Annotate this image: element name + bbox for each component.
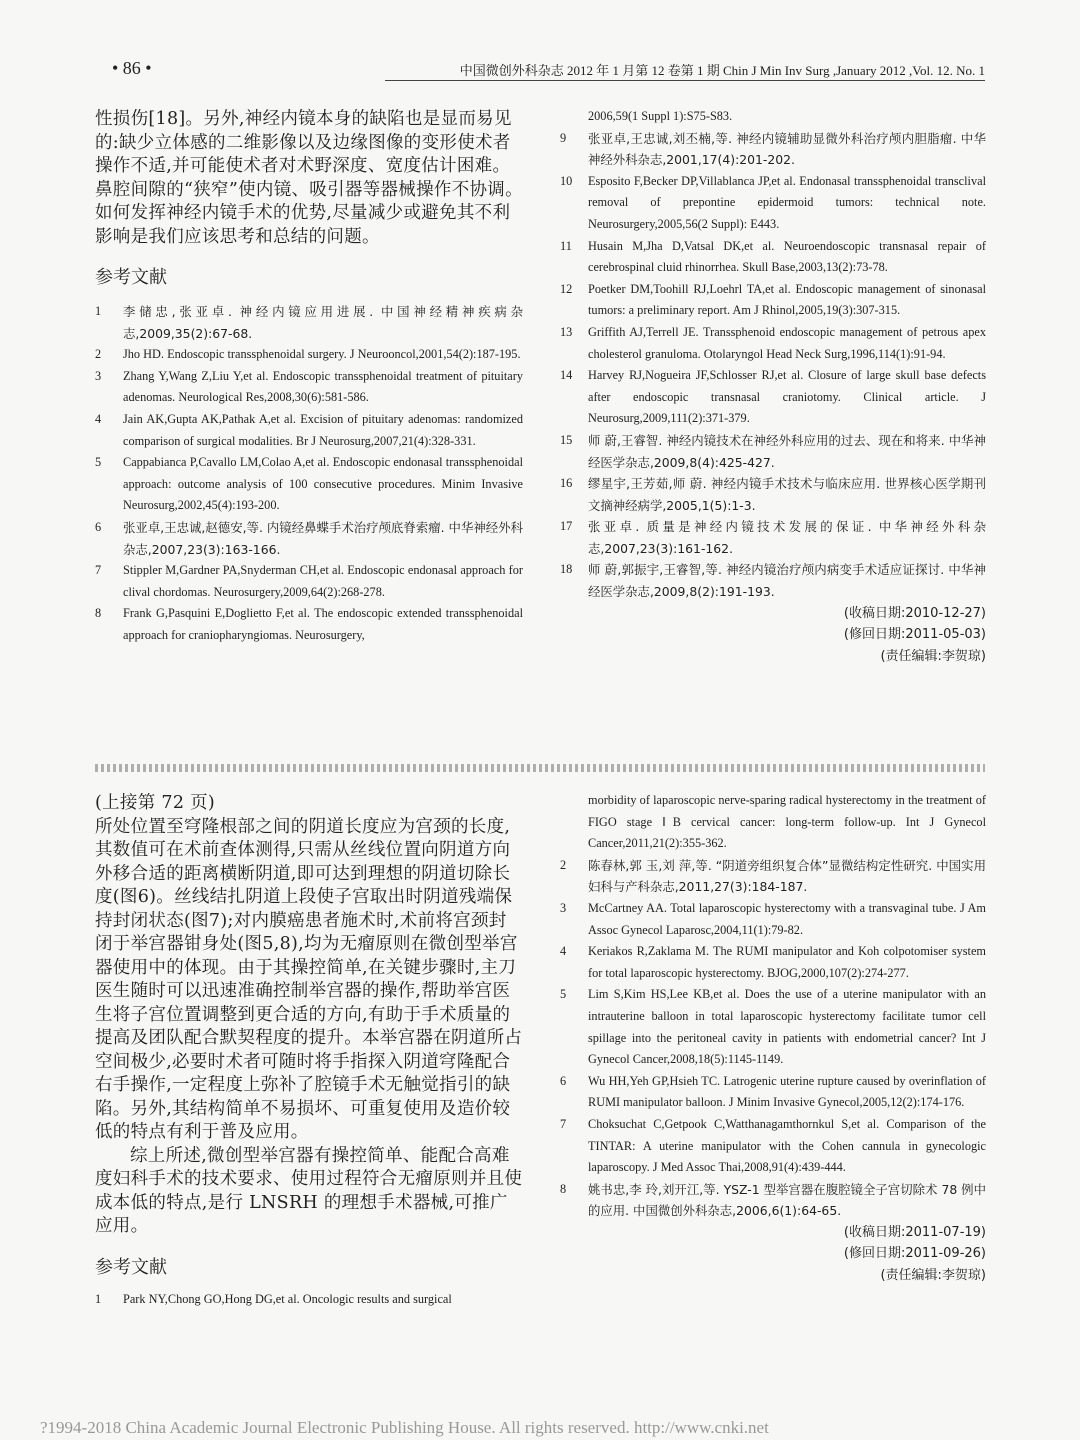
- reference-item: [560, 984, 986, 1070]
- reference-text: Choksuchat C,Getpook C,Watthanagamthornkul S,et al. Comparison of the TINTAR: A uterine manipulator with the Cohen cannula in gynecologic laparoscopy. J Med Assoc Thai,2008,91(4):439-444.: [588, 1116, 986, 1175]
- reference-text: 师 蔚,王睿智. 神经内镜技术在神经外科应用的过去、现在和将来. 中华神经医学杂志,2009,8(4):425-427.: [588, 432, 986, 470]
- reference-text: Keriakos R,Zaklama M. The RUMI manipulator and Koh colpotomiser system for total laparoscopic hysterectomy. BJOG,2000,107(2):274-277.: [588, 944, 986, 980]
- paragraph-text: 性损伤[18]。另外,神经内镜本身的缺陷也是显而易见的:缺少立体感的二维影像以及边缘图像的变形使术者操作不适,并可能使术者对术野深度、宽度估计困难。鼻腔间隙的“狭窄”使内镜、吸引器等器械操作不协调。如何发挥神经内镜手术的优势,尽量减少或避免其不利影响是我们应该思考和总结的问题。: [95, 109, 523, 247]
- reference-item: [560, 365, 986, 430]
- reference-text: Esposito F,Becker DP,Villablanca JP,et al. Endonasal transsphenoidal transclival removal of prepontine epidermoid tumors: technical note. Neurosurgery,2005,56(2 Suppl): E443.: [588, 173, 986, 231]
- reference-item: [560, 855, 986, 898]
- reference-number: 4: [560, 944, 567, 959]
- reference-text: 姚书忠,李 玲,刘开江,等. YSZ-1 型举宫器在腹腔镜全子宫切除术 78 例中的应用. 中国微创外科杂志,2006,6(1):64-65.: [588, 1181, 986, 1219]
- reference-text: Jho HD. Endoscopic transsphenoidal surgery. J Neurooncol,2001,54(2):187-195.: [123, 347, 521, 362]
- article-dates: [560, 1222, 986, 1287]
- reference-number: [560, 790, 588, 855]
- reference-list: [560, 106, 986, 603]
- reference-number: 11: [560, 238, 572, 253]
- reference-item: [95, 409, 523, 452]
- journal-running-title: 中国微创外科杂志 2012 年 1 月第 12 卷第 1 期 Chin J Min Inv Surg ,January 2012 ,Vol. 12. No. 1: [459, 63, 985, 78]
- reference-number: 6: [560, 1073, 567, 1088]
- reference-item: [560, 941, 986, 984]
- article-paragraph: [95, 108, 523, 249]
- reference-item: [560, 473, 986, 516]
- bottom-right-column: [560, 790, 986, 1287]
- reference-text: Wu HH,Yeh GP,Hsieh TC. Latrogenic uterine rupture caused by overinflation of RUMI manipulator balloon. J Minim Invasive Gynecol,2005,12(2):174-176.: [588, 1073, 986, 1110]
- article-dates: [560, 603, 986, 668]
- reference-item: [95, 452, 523, 517]
- editor-note: (责任编辑:李贺琼): [880, 648, 986, 664]
- page-number: • 86 •: [112, 58, 152, 78]
- reference-text: 陈春林,郭 玉,刘 萍,等. “阴道旁组织复合体”显微结构定性研究. 中国实用妇科与产科杂志,2011,27(3):184-187.: [588, 857, 986, 895]
- reference-number: 14: [560, 368, 573, 383]
- editor-note: (责任编辑:李贺琼): [880, 1268, 986, 1284]
- top-left-column: [95, 108, 523, 647]
- reference-number: 8: [95, 606, 102, 621]
- reference-item: [560, 1114, 986, 1179]
- bottom-left-column: [95, 792, 523, 1310]
- article-paragraph: [95, 792, 523, 1239]
- reference-text: Poetker DM,Toohill RJ,Loehrl TA,et al. Endoscopic management of sinonasal tumors: a preliminary report. Am J Rhinol,2005,19(3):307-315.: [588, 281, 986, 318]
- paragraph-text: 所处位置至穹隆根部之间的阴道长度应为宫颈的长度,其数值可在术前查体测得,只需从丝线位置向阴道方向外移合适的距离横断阴道,即可达到理想的阴道切除长度(图6)。丝线结扎阴道上段使子宫取出时阴道残端保持封闭状态(图7);对内膜癌患者施术时,术前将宫颈封闭于举宫器钳身处(图5,8),均为无瘤原则在微创型举宫器使用中的体现。由于其操控简单,在关键步骤时,主刀医生随时可以迅速准确控制举宫器的操作,帮助举宫医生将子宫位置调整到更合适的方向,有助于手术质量的提高及团队配合默契程度的提升。本举宫器在阴道所占空间极少,必要时术者可随时将手指探入阴道穹隆配合右手操作,一定程度上弥补了腔镜手术无触觉指引的缺陷。另外,其结构简单不易损坏、可重复使用及造价较低的特点有利于普及应用。: [95, 816, 523, 1142]
- reference-number: 7: [560, 1116, 567, 1131]
- section-divider: [95, 764, 985, 772]
- reference-text: Park NY,Chong GO,Hong DG,et al. Oncologic results and surgical: [123, 1291, 452, 1306]
- reference-list: [95, 301, 523, 647]
- received-date: (收稿日期:2011-07-19): [843, 1224, 986, 1240]
- reference-item: [95, 603, 523, 646]
- references-heading: 参考文献: [95, 267, 167, 288]
- reference-number: 1: [95, 1291, 102, 1306]
- reference-item: [560, 790, 986, 855]
- reference-item: [560, 128, 986, 171]
- copyright-footer: ?1994-2018 China Academic Journal Electronic Publishing House. All rights reserved. http://www.cnki.net: [40, 1418, 769, 1437]
- reference-list: [560, 790, 986, 1222]
- reference-item: [560, 279, 986, 322]
- reference-number: 4: [95, 411, 102, 426]
- reference-number: 17: [560, 519, 573, 534]
- received-date: (收稿日期:2010-12-27): [843, 605, 986, 621]
- reference-number: 9: [560, 130, 567, 145]
- reference-text: 李储忠,张亚卓. 神经内镜应用进展. 中国神经精神疾病杂志,2009,35(2):67-68.: [123, 304, 523, 341]
- top-right-column: [560, 106, 986, 667]
- reference-text: 师 蔚,郭振宇,王睿智,等. 神经内镜治疗颅内病变手术适应证探讨. 中华神经医学杂志,2009,8(2):191-193.: [588, 562, 986, 600]
- reference-text: Harvey RJ,Nogueira JF,Schlosser RJ,et al. Closure of large skull base defects after endoscopic transnasal craniotomy. Clinical article. J Neurosurg,2009,111(2):371-379.: [588, 368, 986, 426]
- reference-item: [560, 559, 986, 602]
- reference-item: [560, 322, 986, 365]
- reference-number: 7: [95, 563, 102, 578]
- paragraph-text: 综上所述,微创型举宫器有操控简单、能配合高难度妇科手术的技术要求、使用过程符合无瘤原则并且使成本低的特点,是行 LNSRH 的理想手术器械,可推广应用。: [95, 1145, 523, 1236]
- reference-number: 5: [95, 455, 102, 470]
- reference-number: 18: [560, 562, 573, 577]
- reference-item: [560, 898, 986, 941]
- reference-text: 缪星宇,王芳茹,师 蔚. 神经内镜手术技术与临床应用. 世界核心医学期刊文摘神经病学,2005,1(5):1-3.: [588, 476, 986, 513]
- reference-number: [560, 106, 588, 128]
- reference-number: 2: [95, 347, 102, 362]
- reference-text: Griffith AJ,Terrell JE. Transsphenoid endoscopic management of petrous apex cholesterol granuloma. Otolaryngol Head Neck Surg,1996,114(1):91-94.: [588, 324, 986, 361]
- reference-item: [560, 171, 986, 236]
- reference-item: [95, 344, 523, 366]
- reference-number: 6: [95, 519, 102, 534]
- reference-text: Frank G,Pasquini E,Doglietto F,et al. The endoscopic extended transsphenoidal approach for craniopharyngiomas. Neurosurgery,: [123, 606, 523, 642]
- reference-number: 10: [560, 173, 573, 188]
- reference-number: 5: [560, 987, 567, 1002]
- reference-text: 张亚卓. 质量是神经内镜技术发展的保证. 中华神经外科杂志,2007,23(3):161-162.: [588, 519, 986, 556]
- reference-number: 16: [560, 476, 573, 491]
- reference-text: 张亚卓,王忠诚,赵德安,等. 内镜经鼻蝶手术治疗颅底脊索瘤. 中华神经外科杂志,2007,23(3):163-166.: [123, 519, 523, 557]
- revised-date: (修回日期:2011-05-03): [843, 627, 986, 643]
- references-heading: 参考文献: [95, 1256, 167, 1278]
- continued-note: (上接第 72 页): [95, 793, 216, 813]
- reference-item: [560, 430, 986, 473]
- reference-number: 3: [560, 900, 567, 915]
- reference-list: [95, 1289, 523, 1311]
- reference-text: Jain AK,Gupta AK,Pathak A,et al. Excision of pituitary adenomas: randomized comparison of surgical modalities. Br J Neurosurg,2007,21(4):328-331.: [123, 411, 523, 448]
- header-rule: [385, 80, 985, 81]
- reference-item: [560, 516, 986, 559]
- reference-text: Zhang Y,Wang Z,Liu Y,et al. Endoscopic transsphenoidal treatment of pituitary adenomas. Neurological Res,2008,30(6):581-586.: [123, 368, 523, 405]
- reference-item: [560, 1071, 986, 1114]
- reference-text: McCartney AA. Total laparoscopic hysterectomy with a transvaginal tube. J Am Assoc Gynecol Laparosc,2004,11(1):79-82.: [588, 900, 986, 937]
- reference-item: [95, 301, 523, 344]
- reference-number: 1: [95, 304, 102, 318]
- reference-item: [95, 1289, 523, 1311]
- reference-number: 8: [560, 1181, 567, 1196]
- reference-number: 12: [560, 281, 573, 296]
- reference-number: 15: [560, 432, 573, 447]
- reference-item: [560, 106, 986, 128]
- reference-item: [560, 1179, 986, 1222]
- reference-text: Cappabianca P,Cavallo LM,Colao A,et al. Endoscopic endonasal transsphenoidal approach: outcome analysis of 100 consecutive procedures. Minim Invasive Neurosurg,2002,45(4):193-200.: [123, 455, 523, 513]
- reference-item: [95, 560, 523, 603]
- reference-text: Lim S,Kim HS,Lee KB,et al. Does the use of a uterine manipulator with an intrauterine balloon in total laparoscopic hysterectomy facilitate tumor cell spillage into the peritoneal cavity in patients with endometrial cancer? Int J Gynecol Cancer,2008,18(5):1145-1149.: [588, 987, 986, 1067]
- reference-number: 13: [560, 324, 573, 339]
- reference-text: morbidity of laparoscopic nerve-sparing radical hysterectomy in the treatment of FIGO stage ⅠB cervical cancer: long-term follow-up. Int J Gynecol Cancer,2011,21(2):355-362.: [588, 793, 986, 851]
- reference-text: Stippler M,Gardner PA,Snyderman CH,et al. Endoscopic endonasal approach for clival chordomas. Neurosurgery,2009,64(2):268-278.: [123, 563, 523, 599]
- reference-number: 2: [560, 857, 567, 872]
- reference-item: [560, 236, 986, 279]
- reference-number: 3: [95, 368, 102, 383]
- reference-item: [95, 517, 523, 560]
- reference-item: [95, 366, 523, 409]
- reference-text: Husain M,Jha D,Vatsal DK,et al. Neuroendoscopic transnasal repair of cerebrospinal cluid rhinorrhea. Skull Base,2003,13(2):73-78.: [588, 238, 986, 275]
- revised-date: (修回日期:2011-09-26): [843, 1246, 986, 1262]
- reference-text: 2006,59(1 Suppl 1):S75-S83.: [588, 109, 733, 123]
- page-header: [0, 58, 1080, 88]
- reference-text: 张亚卓,王忠诚,刘丕楠,等. 神经内镜辅助显微外科治疗颅内胆脂瘤. 中华神经外科杂志,2001,17(4):201-202.: [588, 130, 986, 168]
